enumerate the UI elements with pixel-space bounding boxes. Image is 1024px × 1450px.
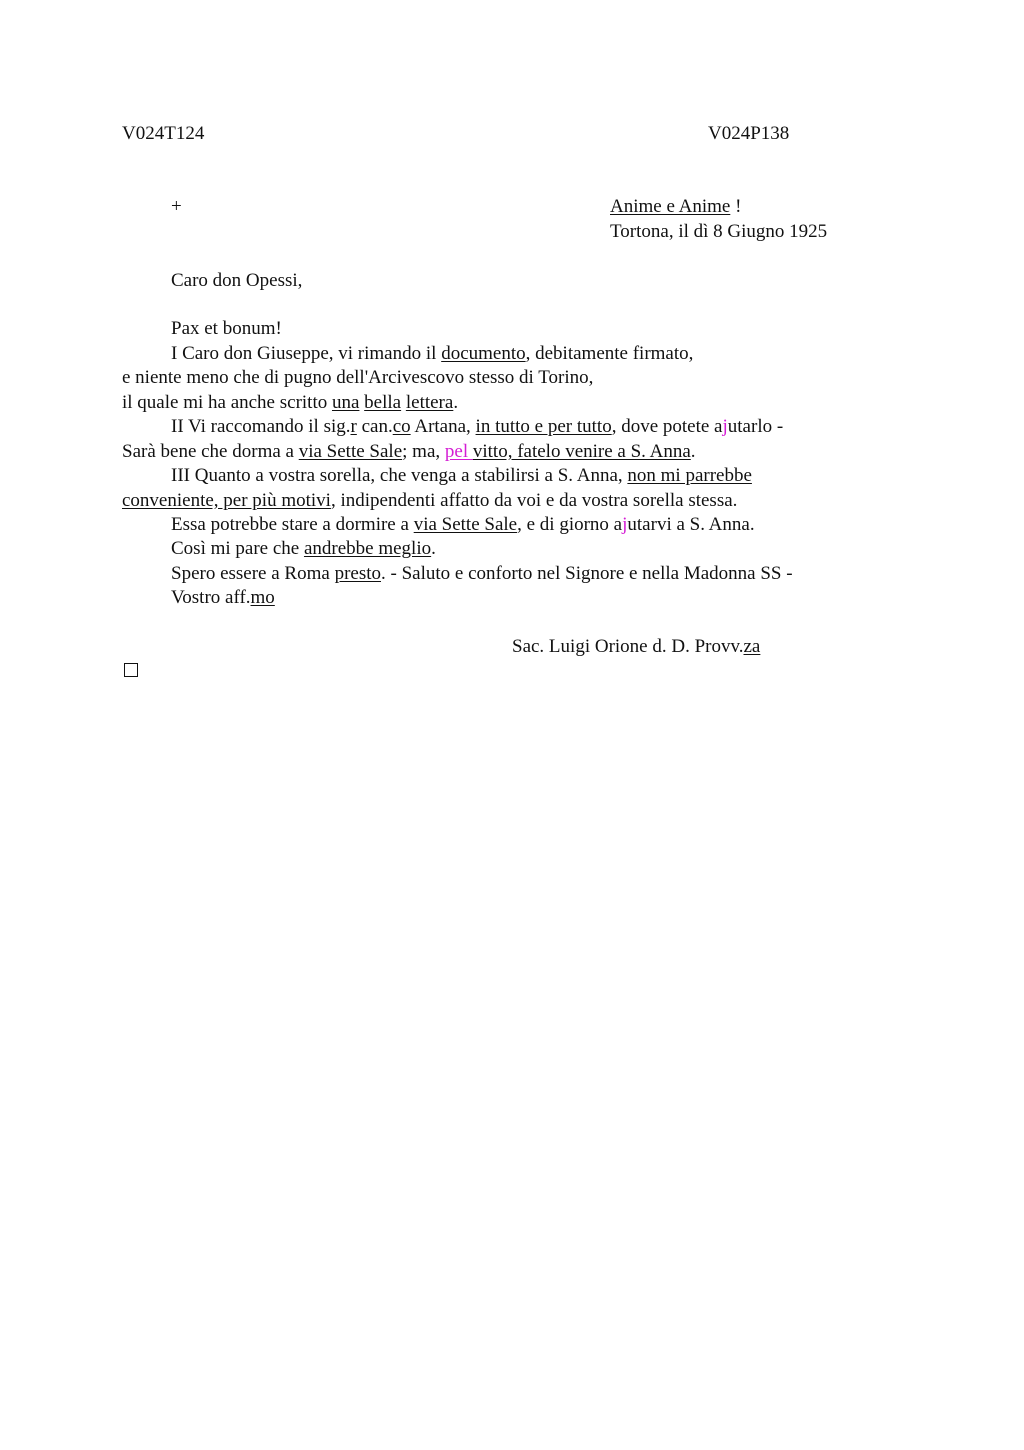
salutation: Caro don Opessi, — [171, 270, 303, 291]
text-run: II Vi raccomando il sig. — [171, 416, 351, 437]
body-line — [171, 537, 436, 561]
underlined-text: lettera — [405, 392, 454, 413]
text-run: Essa potrebbe stare a dormire a — [171, 514, 414, 535]
text-run: , dove potete a — [611, 416, 723, 437]
motto: Anime e Anime — [610, 196, 731, 217]
underlined-text: via Sette Sale — [413, 514, 518, 535]
body-line — [171, 342, 693, 366]
body-line — [171, 513, 755, 537]
text-run: . - Saluto e conforto nel Signore e nella Madonna SS - — [381, 563, 793, 584]
document-code-right: V024P138 — [708, 123, 790, 144]
underlined-text: in tutto e per tutto — [475, 416, 612, 437]
underlined-text: r — [350, 416, 357, 437]
text-run: , e di giorno a — [517, 514, 623, 535]
text-run: can. — [356, 416, 393, 437]
underlined-text: una — [331, 392, 360, 413]
underlined-text: conveniente, per più motivi — [122, 490, 331, 511]
underlined-text: mo — [250, 587, 275, 608]
motto-line — [610, 195, 741, 219]
signature — [512, 635, 760, 659]
underlined-text: documento — [441, 343, 526, 364]
text-run: . — [431, 538, 436, 559]
body-line — [122, 391, 458, 415]
cross-mark: + — [171, 196, 182, 217]
underlined-text: bella — [364, 392, 402, 413]
underlined-text: za — [743, 636, 761, 657]
document-code-left: V024T124 — [122, 123, 205, 144]
body-line — [122, 489, 737, 513]
underlined-text: presto — [334, 563, 381, 584]
text-run: utarvi a S. Anna. — [627, 514, 755, 535]
text-run: Così mi pare che — [171, 538, 304, 559]
body-line: e niente meno che di pugno dell'Arcivescovo stesso di Torino, — [122, 367, 594, 388]
signature-name: Sac. Luigi Orione d. D. Provv. — [512, 636, 744, 657]
motto-exclamation: ! — [730, 196, 742, 217]
highlighted-letter: j — [722, 416, 728, 437]
text-run: , debitamente firmato, — [525, 343, 694, 364]
text-run: Vostro aff. — [171, 587, 251, 608]
checkbox-square-icon — [124, 663, 138, 677]
underlined-text: andrebbe meglio — [303, 538, 432, 559]
body-line — [171, 562, 793, 586]
underlined-text: vitto, fatelo venire a S. Anna — [472, 441, 691, 462]
text-run: utarlo - — [727, 416, 784, 437]
highlighted-word: pel — [444, 441, 473, 462]
underlined-text: non mi parrebbe — [627, 465, 752, 486]
highlighted-letter: j — [622, 514, 628, 535]
text-run: , indipendenti affatto da voi e da vostra sorella stessa. — [330, 490, 738, 511]
text-run: I Caro don Giuseppe, vi rimando il — [171, 343, 442, 364]
text-run: ; ma, — [402, 441, 445, 462]
greeting: Pax et bonum! — [171, 318, 282, 339]
text-run: . — [453, 392, 459, 413]
text-run: Spero essere a Roma — [171, 563, 335, 584]
text-run: il quale mi ha anche scritto — [122, 392, 332, 413]
text-run: Sarà bene che dorma a — [122, 441, 299, 462]
body-line — [171, 415, 783, 439]
underlined-text: co — [392, 416, 411, 437]
text-run: III Quanto a vostra sorella, che venga a stabilirsi a S. Anna, — [171, 465, 628, 486]
text-run: . — [690, 441, 696, 462]
body-line — [171, 464, 752, 488]
text-run: Artana, — [410, 416, 476, 437]
place-date: Tortona, il dì 8 Giugno 1925 — [610, 221, 828, 242]
underlined-text: via Sette Sale — [298, 441, 403, 462]
body-line — [122, 440, 696, 464]
closing — [171, 586, 275, 610]
